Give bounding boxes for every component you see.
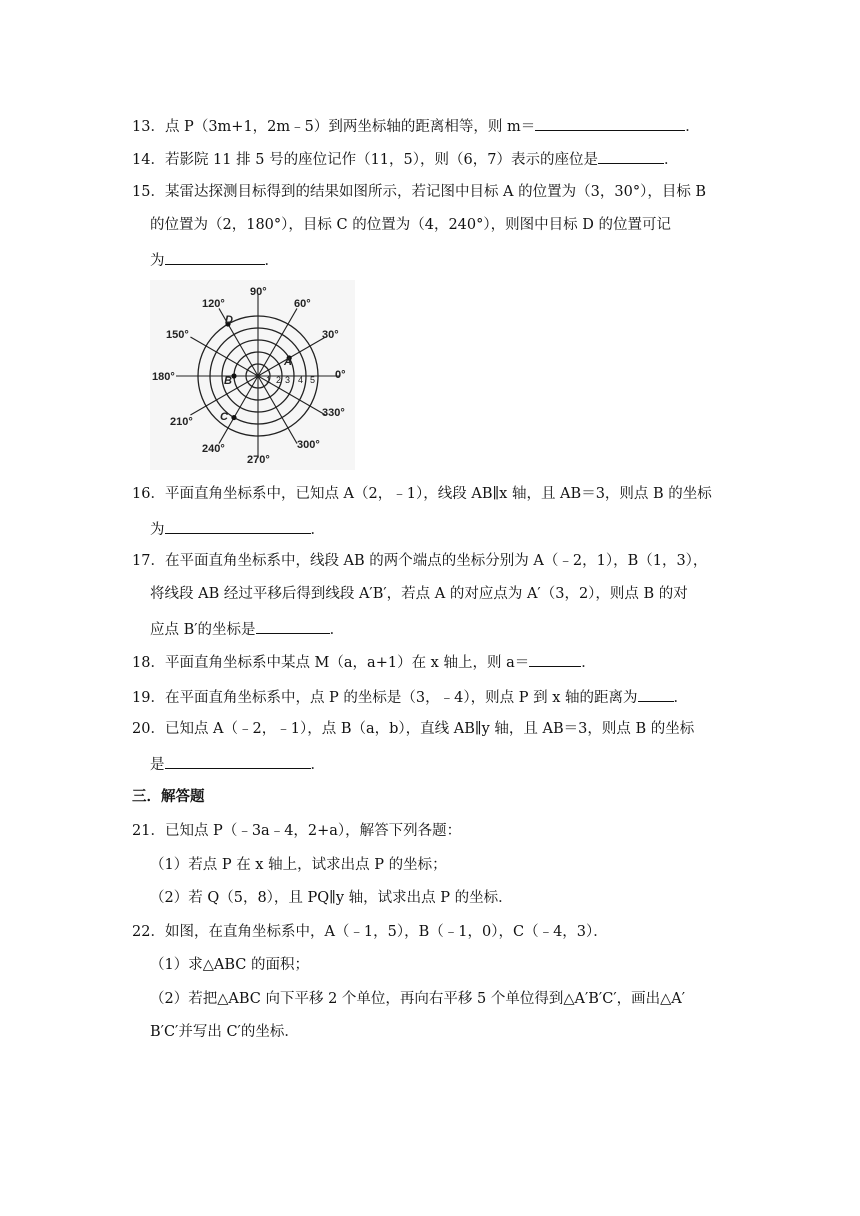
question-21 — [132, 821, 461, 841]
answer-blank — [598, 148, 664, 164]
angle-label-210: 210° — [170, 416, 193, 428]
question-17-line-1 — [132, 551, 707, 571]
target-label-c: C — [220, 411, 228, 423]
section-heading: 三．解答题 — [132, 789, 205, 805]
ring-label-1: 1 — [266, 375, 272, 385]
angle-label-270: 270° — [247, 454, 270, 466]
question-text: 在平面直角坐标系中，点 P 的坐标是（3，﹣4），则点 P 到 x 轴的距离为 — [164, 690, 638, 706]
question-number: 20． — [132, 721, 165, 737]
answer-blank — [535, 115, 685, 131]
question-text: 已知点 P（﹣3a﹣4，2+a），解答下列各题： — [164, 823, 462, 839]
angle-label-30: 30° — [322, 329, 339, 341]
question-20-line-1 — [132, 719, 694, 739]
question-number: 21． — [132, 823, 165, 839]
question-text: 在平面直角坐标系中，线段 AB 的两个端点的坐标分别为 A（﹣2，1），B（1，3）， — [164, 553, 708, 569]
question-17-line-2: 将线段 AB 经过平移后得到线段 A′B′，若点 A 的对应点为 A′（3，2），则点 B 的对 — [150, 586, 688, 602]
target-label-d: D — [225, 314, 233, 326]
ring-label-2: 2 — [276, 375, 282, 385]
answer-blank — [256, 618, 330, 634]
question-21-part-1: （1）若点 P 在 x 轴上，试求出点 P 的坐标； — [150, 857, 447, 873]
angle-label-180: 180° — [152, 371, 175, 383]
angle-label-330: 330° — [322, 407, 345, 419]
target-label-a: A — [284, 356, 292, 368]
question-number: 17． — [132, 553, 165, 569]
question-18: 18．平面直角坐标系中某点 M（a，a+1）在 x 轴上，则 a＝ ． — [132, 651, 596, 673]
angle-label-150: 150° — [166, 329, 189, 341]
angle-label-0: 0° — [335, 369, 346, 381]
question-text: 如图，在直角坐标系中，A（﹣1，5），B（﹣1，0），C（﹣4，3）． — [164, 924, 608, 940]
angle-label-120: 120° — [202, 298, 225, 310]
question-text: 已知点 A（﹣2，﹣1），点 B（a，b），直线 AB∥y 轴，且 AB＝3，则点 B 的坐标 — [164, 721, 695, 737]
question-number: 15． — [132, 184, 165, 200]
angle-label-300: 300° — [297, 439, 320, 451]
question-text: 某雷达探测目标得到的结果如图所示，若记图中目标 A 的位置为（3，30°），目标 B — [164, 184, 707, 200]
question-21-part-2: （2）若 Q（5，8），且 PQ∥y 轴，试求出点 P 的坐标． — [150, 890, 513, 906]
question-15-line-3: 为 ． — [150, 249, 279, 271]
question-15-line-1 — [132, 182, 706, 202]
question-15-line-2: 的位置为（2，180°），目标 C 的位置为（4，240°），则图中目标 D 的位置可记 — [150, 217, 671, 233]
question-22-part-1: （1）求△ABC 的面积； — [150, 957, 309, 973]
question-19: 19．在平面直角坐标系中，点 P 的坐标是（3，﹣4），则点 P 到 x 轴的距离为 ． — [132, 686, 688, 708]
question-number: 13． — [132, 119, 165, 135]
radar-grid — [176, 294, 340, 458]
question-text: 点 P（3m+1，2m﹣5）到两坐标轴的距离相等，则 m＝ — [164, 119, 536, 135]
question-number: 14． — [132, 152, 165, 168]
question-number: 18． — [132, 655, 165, 671]
angle-label-240: 240° — [202, 443, 225, 455]
question-16-line-2: 为 ． — [150, 518, 325, 540]
target-label-b: B — [224, 375, 232, 387]
ring-label-4: 4 — [298, 375, 304, 385]
answer-blank — [638, 686, 674, 702]
target-b-dot — [231, 373, 236, 378]
angle-label-60: 60° — [294, 298, 311, 310]
ring-label-3: 3 — [285, 375, 291, 385]
ring-label-5: 5 — [310, 375, 316, 385]
question-text: 若影院 11 排 5 号的座位记作（11，5），则（6，7）表示的座位是 — [164, 152, 598, 168]
question-22-part-2-cont: B′C′并写出 C′的坐标． — [150, 1024, 299, 1040]
answer-blank — [165, 249, 265, 265]
target-c-dot — [231, 415, 236, 420]
answer-blank — [529, 651, 581, 667]
question-text: 平面直角坐标系中某点 M（a，a+1）在 x 轴上，则 a＝ — [164, 655, 530, 671]
question-number: 19． — [132, 690, 165, 706]
question-20-line-2: 是 ． — [150, 753, 325, 775]
question-22-part-2: （2）若把△ABC 向下平移 2 个单位，再向右平移 5 个单位得到△A′B′C′，画出△A′ — [150, 991, 686, 1007]
radar-figure — [150, 280, 355, 470]
question-22 — [132, 922, 608, 942]
question-13: 13．点 P（3m+1，2m﹣5）到两坐标轴的距离相等，则 m＝ ． — [132, 115, 700, 137]
answer-blank — [165, 518, 311, 534]
angle-label-90: 90° — [250, 286, 267, 298]
question-14: 14．若影院 11 排 5 号的座位记作（11，5），则（6，7）表示的座位是 ． — [132, 148, 678, 170]
question-text: 平面直角坐标系中，已知点 A（2，﹣1），线段 AB∥x 轴，且 AB＝3，则点 B 的坐标 — [164, 486, 712, 502]
question-number: 16． — [132, 486, 165, 502]
question-16-line-1 — [132, 484, 712, 504]
question-17-line-3: 应点 B′的坐标是 ． — [150, 618, 344, 640]
question-number: 22． — [132, 924, 165, 940]
answer-blank — [165, 753, 311, 769]
